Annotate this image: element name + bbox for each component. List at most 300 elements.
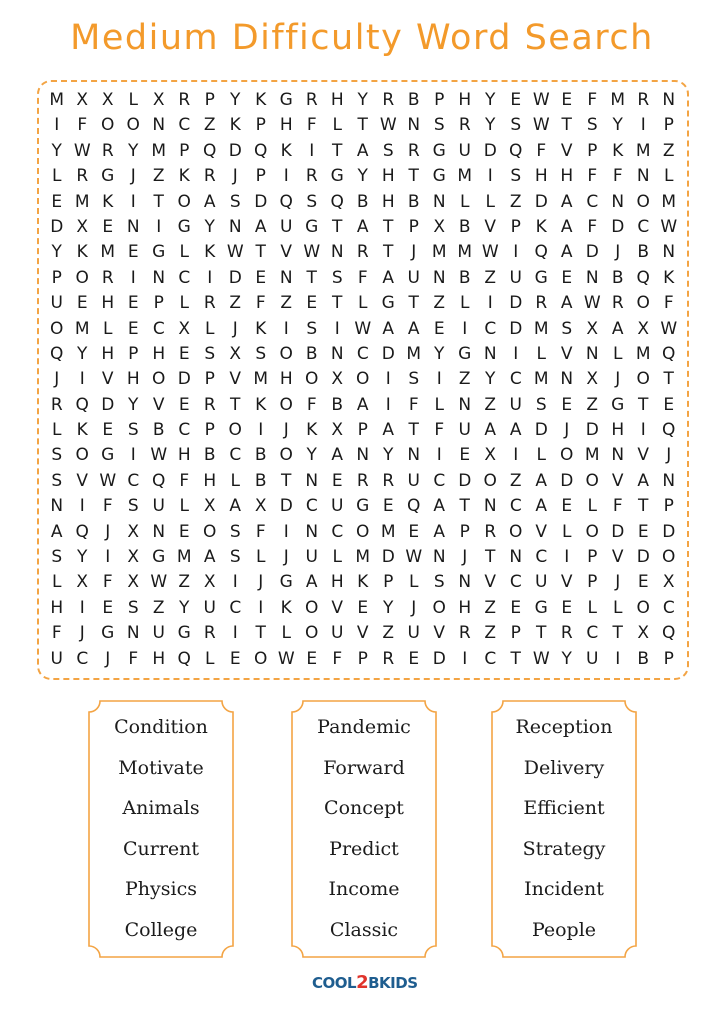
- grid-letter: N: [509, 547, 523, 568]
- grid-letter: O: [662, 547, 676, 568]
- grid-letter: F: [536, 140, 547, 161]
- grid-letter: M: [635, 140, 651, 161]
- grid-letter: D: [228, 267, 242, 288]
- grid-letter: N: [279, 267, 293, 288]
- grid-letter: X: [484, 445, 497, 466]
- grid-letter: O: [585, 470, 599, 491]
- grid-letter: Q: [407, 496, 421, 517]
- grid-letter: A: [560, 216, 573, 237]
- grid-letter: C: [178, 420, 191, 441]
- grid-letter: K: [280, 597, 292, 618]
- grid-letter: E: [561, 90, 573, 110]
- grid-letter: J: [462, 547, 468, 568]
- grid-letter: M: [74, 318, 90, 339]
- grid-letter: J: [411, 597, 417, 618]
- grid-letter: D: [228, 140, 242, 161]
- grid-letter: F: [128, 648, 139, 669]
- grid-letter: W: [303, 242, 321, 263]
- grid-letter: R: [637, 90, 650, 110]
- grid-letter: Y: [77, 343, 88, 364]
- grid-letter: I: [436, 445, 442, 466]
- grid-letter: N: [432, 547, 446, 568]
- grid-letter: B: [152, 420, 165, 441]
- grid-letter: M: [610, 90, 626, 110]
- grid-letter: E: [127, 242, 139, 263]
- grid-letter: X: [178, 318, 191, 339]
- grid-letter: N: [152, 521, 166, 542]
- grid-letter: S: [127, 496, 139, 517]
- grid-letter: B: [407, 191, 420, 212]
- grid-letter: A: [535, 470, 548, 491]
- word-item: Concept: [324, 797, 404, 819]
- grid-letter: O: [254, 648, 268, 669]
- grid-letter: V: [356, 623, 369, 644]
- grid-letter: E: [382, 496, 394, 517]
- grid-letter: T: [332, 140, 343, 161]
- grid-letter: P: [408, 216, 419, 237]
- grid-letter: U: [586, 648, 599, 669]
- grid-letter: H: [330, 90, 344, 110]
- grid-letter: D: [50, 216, 64, 237]
- grid-letter: N: [228, 216, 242, 237]
- grid-letter: T: [459, 496, 470, 517]
- grid-letter: X: [637, 318, 650, 339]
- grid-letter: F: [587, 216, 598, 237]
- grid-letter: J: [258, 572, 264, 593]
- grid-letter: J: [232, 166, 238, 187]
- grid-letter: I: [385, 394, 391, 415]
- grid-letter: H: [177, 445, 191, 466]
- grid-letter: T: [612, 623, 623, 644]
- grid-letter: C: [229, 597, 242, 618]
- grid-letter: E: [561, 597, 573, 618]
- word-item: Classic: [329, 918, 399, 941]
- word-item: Forward: [323, 756, 405, 779]
- grid-letter: O: [432, 597, 446, 618]
- grid-letter: Z: [484, 394, 497, 415]
- grid-letter: I: [640, 115, 646, 136]
- grid-letter: I: [487, 166, 493, 187]
- grid-letter: I: [640, 420, 646, 441]
- grid-letter: N: [636, 166, 650, 187]
- grid-letter: J: [615, 242, 621, 263]
- grid-letter: W: [99, 470, 117, 491]
- word-item: College: [124, 918, 198, 941]
- grid-letter: F: [612, 496, 623, 517]
- grid-letter: E: [510, 90, 522, 110]
- grid-letter: Q: [662, 420, 676, 441]
- grid-letter: S: [382, 140, 394, 161]
- grid-letter: Z: [382, 623, 395, 644]
- grid-letter: X: [76, 572, 89, 593]
- grid-letter: A: [433, 496, 446, 517]
- grid-letter: I: [385, 369, 391, 390]
- grid-letter: X: [229, 343, 242, 364]
- grid-letter: I: [283, 521, 289, 542]
- grid-letter: D: [509, 293, 523, 314]
- grid-letter: P: [510, 216, 521, 237]
- grid-letter: X: [76, 216, 89, 237]
- word-item: Condition: [114, 716, 208, 738]
- grid-letter: M: [380, 521, 396, 542]
- grid-letter: P: [204, 369, 215, 390]
- grid-letter: T: [510, 648, 521, 669]
- grid-letter: Y: [485, 90, 496, 110]
- grid-letter: C: [127, 470, 140, 491]
- grid-letter: B: [203, 445, 216, 466]
- grid-letter: X: [254, 496, 267, 517]
- grid-letter: U: [407, 470, 420, 491]
- grid-letter: F: [612, 166, 623, 187]
- grid-letter: Y: [485, 115, 496, 136]
- grid-letter: F: [77, 115, 88, 136]
- grid-letter: P: [663, 496, 674, 517]
- grid-letter: P: [179, 140, 190, 161]
- word-item: Incident: [524, 878, 604, 900]
- grid-letter: N: [432, 191, 446, 212]
- grid-letter: B: [458, 216, 471, 237]
- grid-letter: T: [255, 242, 266, 263]
- grid-letter: L: [52, 420, 62, 441]
- grid-letter: R: [382, 470, 395, 491]
- grid-letter: W: [405, 547, 423, 568]
- grid-letter: I: [462, 318, 468, 339]
- grid-letter: O: [75, 445, 89, 466]
- grid-letter: E: [127, 293, 139, 314]
- grid-letter: L: [179, 496, 189, 517]
- grid-letter: P: [434, 90, 445, 110]
- grid-letter: K: [255, 318, 267, 339]
- grid-letter: O: [636, 191, 650, 212]
- grid-letter: J: [283, 547, 289, 568]
- grid-letter: Z: [484, 267, 497, 288]
- grid-letter: N: [152, 267, 166, 288]
- grid-letter: R: [484, 521, 497, 542]
- grid-letter: E: [51, 191, 63, 212]
- grid-letter: L: [281, 623, 291, 644]
- grid-letter: D: [101, 394, 115, 415]
- grid-letter: E: [408, 521, 420, 542]
- grid-letter: S: [510, 115, 522, 136]
- grid-letter: V: [560, 572, 573, 593]
- grid-letter: U: [203, 597, 216, 618]
- grid-letter: N: [483, 496, 497, 517]
- grid-letter: H: [381, 191, 395, 212]
- grid-letter: C: [509, 369, 522, 390]
- grid-letter: G: [101, 166, 115, 187]
- grid-letter: P: [587, 572, 598, 593]
- grid-letter: U: [152, 623, 165, 644]
- grid-letter: D: [662, 521, 676, 542]
- grid-letter: V: [280, 242, 293, 263]
- grid-letter: D: [636, 547, 650, 568]
- grid-letter: P: [357, 648, 368, 669]
- grid-letter: L: [664, 166, 674, 187]
- grid-letter: T: [153, 191, 164, 212]
- grid-letter: U: [407, 623, 420, 644]
- grid-letter: E: [561, 394, 573, 415]
- grid-letter: J: [105, 648, 111, 669]
- grid-letter: L: [536, 445, 546, 466]
- grid-letter: G: [458, 343, 472, 364]
- grid-letter: O: [177, 191, 191, 212]
- grid-letter: A: [382, 420, 395, 441]
- grid-letter: Y: [306, 445, 317, 466]
- grid-letter: C: [433, 470, 446, 491]
- grid-letter: L: [613, 343, 623, 364]
- grid-letter: E: [102, 216, 114, 237]
- grid-letter: P: [459, 521, 470, 542]
- grid-letter: Z: [152, 597, 165, 618]
- grid-letter: I: [130, 191, 136, 212]
- grid-letter: T: [536, 623, 547, 644]
- grid-letter: V: [433, 623, 446, 644]
- grid-letter: N: [458, 572, 472, 593]
- grid-letter: C: [305, 496, 318, 517]
- grid-letter: Y: [51, 242, 62, 263]
- grid-letter: G: [534, 597, 548, 618]
- grid-letter: E: [637, 572, 649, 593]
- grid-letter: L: [460, 293, 470, 314]
- grid-letter: O: [279, 394, 293, 415]
- grid-letter: O: [126, 115, 140, 136]
- grid-letter: A: [203, 191, 216, 212]
- grid-letter: B: [611, 267, 624, 288]
- word-item: Current: [122, 837, 200, 860]
- grid-letter: H: [611, 420, 625, 441]
- grid-letter: Y: [612, 115, 623, 136]
- grid-letter: R: [458, 115, 471, 136]
- grid-letter: G: [534, 267, 548, 288]
- grid-letter: R: [203, 394, 216, 415]
- grid-letter: R: [203, 166, 216, 187]
- grid-letter: N: [330, 343, 344, 364]
- grid-letter: K: [204, 242, 216, 263]
- grid-letter: R: [305, 90, 318, 110]
- grid-letter: E: [637, 521, 649, 542]
- grid-letter: X: [152, 90, 165, 110]
- grid-letter: O: [50, 318, 64, 339]
- grid-letter: Z: [509, 470, 522, 491]
- grid-letter: N: [483, 343, 497, 364]
- grid-letter: G: [152, 547, 166, 568]
- grid-letter: L: [256, 547, 266, 568]
- grid-letter: W: [660, 216, 678, 237]
- grid-letter: L: [179, 242, 189, 263]
- grid-letter: Y: [128, 140, 139, 161]
- grid-letter: F: [102, 496, 113, 517]
- grid-letter: P: [255, 166, 266, 187]
- grid-letter: J: [615, 572, 621, 593]
- grid-letter: U: [305, 547, 318, 568]
- word-item: Pandemic: [317, 716, 411, 738]
- grid-letter: A: [254, 216, 267, 237]
- grid-letter: Z: [458, 369, 471, 390]
- grid-letter: N: [662, 470, 676, 491]
- grid-letter: R: [305, 166, 318, 187]
- grid-letter: S: [229, 521, 241, 542]
- grid-letter: O: [101, 115, 115, 136]
- grid-letter: Y: [77, 547, 88, 568]
- grid-letter: S: [229, 547, 241, 568]
- grid-letter: O: [585, 521, 599, 542]
- grid-letter: Z: [509, 191, 522, 212]
- grid-letter: U: [509, 394, 522, 415]
- grid-letter: A: [50, 521, 63, 542]
- grid-letter: I: [79, 496, 85, 517]
- grid-letter: O: [356, 521, 370, 542]
- grid-letter: T: [663, 369, 674, 390]
- grid-letter: P: [510, 623, 521, 644]
- grid-letter: L: [485, 191, 495, 212]
- grid-letter: P: [204, 90, 215, 110]
- grid-letter: H: [50, 597, 64, 618]
- grid-letter: C: [229, 445, 242, 466]
- grid-letter: F: [102, 572, 113, 593]
- grid-letter: Q: [75, 521, 89, 542]
- grid-letter: N: [458, 394, 472, 415]
- grid-letter: U: [458, 140, 471, 161]
- grid-letter: K: [102, 191, 114, 212]
- grid-letter: Y: [485, 369, 496, 390]
- grid-letter: K: [663, 267, 675, 288]
- word-item: Motivate: [118, 756, 204, 779]
- grid-letter: W: [354, 318, 372, 339]
- grid-letter: R: [203, 623, 216, 644]
- grid-letter: W: [150, 572, 168, 593]
- grid-letter: A: [356, 394, 369, 415]
- grid-letter: A: [611, 318, 624, 339]
- grid-letter: C: [586, 191, 599, 212]
- grid-letter: O: [305, 369, 319, 390]
- grid-letter: I: [283, 166, 289, 187]
- grid-letter: I: [258, 597, 264, 618]
- grid-letter: M: [661, 191, 677, 212]
- grid-letter: R: [407, 140, 420, 161]
- grid-letter: J: [666, 445, 672, 466]
- grid-letter: A: [433, 521, 446, 542]
- grid-letter: U: [331, 496, 344, 517]
- grid-letter: W: [583, 293, 601, 314]
- grid-letter: W: [226, 242, 244, 263]
- grid-letter: A: [509, 420, 522, 441]
- grid-letter: X: [203, 496, 216, 517]
- grid-letter: D: [611, 216, 625, 237]
- grid-letter: V: [331, 597, 344, 618]
- grid-letter: Z: [484, 597, 497, 618]
- grid-letter: G: [101, 623, 115, 644]
- grid-letter: O: [560, 445, 574, 466]
- grid-letter: G: [279, 572, 293, 593]
- grid-letter: Q: [50, 343, 64, 364]
- grid-letter: O: [228, 420, 242, 441]
- grid-letter: C: [535, 547, 548, 568]
- grid-letter: H: [534, 166, 548, 187]
- grid-letter: H: [458, 90, 472, 110]
- grid-letter: X: [127, 572, 140, 593]
- grid-letter: M: [635, 343, 651, 364]
- grid-letter: Y: [434, 343, 445, 364]
- grid-letter: E: [663, 394, 675, 415]
- grid-letter: O: [636, 369, 650, 390]
- grid-letter: Z: [662, 140, 675, 161]
- grid-letter: E: [255, 267, 267, 288]
- grid-letter: D: [509, 318, 523, 339]
- grid-letter: O: [483, 470, 497, 491]
- grid-letter: Z: [203, 115, 216, 136]
- word-list-2: [291, 700, 437, 958]
- grid-letter: L: [128, 90, 138, 110]
- grid-letter: P: [663, 648, 674, 669]
- grid-letter: H: [152, 343, 166, 364]
- grid-letter: D: [177, 369, 191, 390]
- grid-letter: I: [258, 420, 264, 441]
- grid-letter: J: [54, 369, 60, 390]
- grid-letter: Q: [203, 140, 217, 161]
- grid-letter: U: [152, 496, 165, 517]
- grid-letter: E: [76, 293, 88, 314]
- grid-letter: O: [356, 369, 370, 390]
- grid-letter: G: [101, 445, 115, 466]
- grid-letter: B: [305, 343, 318, 364]
- grid-letter: D: [458, 470, 472, 491]
- grid-letter: T: [408, 293, 419, 314]
- grid-letter: I: [513, 445, 519, 466]
- grid-letter: S: [127, 597, 139, 618]
- grid-letter: K: [255, 394, 267, 415]
- grid-letter: Q: [509, 140, 523, 161]
- grid-letter: I: [130, 267, 136, 288]
- grid-letter: L: [613, 597, 623, 618]
- grid-letter: Y: [383, 445, 394, 466]
- word-item: Efficient: [523, 797, 605, 819]
- grid-letter: C: [76, 648, 89, 669]
- grid-letter: R: [101, 267, 114, 288]
- grid-letter: P: [204, 420, 215, 441]
- grid-letter: Q: [279, 191, 293, 212]
- word-item: Income: [328, 878, 400, 900]
- grid-letter: A: [356, 140, 369, 161]
- grid-letter: Z: [433, 293, 446, 314]
- grid-letter: Q: [75, 394, 89, 415]
- grid-letter: M: [253, 369, 269, 390]
- grid-letter: O: [305, 623, 319, 644]
- grid-letter: S: [408, 369, 420, 390]
- grid-letter: H: [279, 369, 293, 390]
- grid-letter: D: [254, 191, 268, 212]
- grid-letter: Q: [662, 343, 676, 364]
- grid-letter: N: [662, 90, 676, 110]
- grid-letter: E: [102, 597, 114, 618]
- grid-letter: N: [560, 369, 574, 390]
- brand-logo: [312, 972, 418, 993]
- grid-letter: N: [305, 470, 319, 491]
- grid-letter: P: [51, 267, 62, 288]
- grid-letter: C: [509, 496, 522, 517]
- letter-grid: [44, 88, 682, 672]
- word-item: Predict: [329, 837, 399, 860]
- word-item: Animals: [122, 797, 200, 819]
- grid-letter: L: [460, 191, 470, 212]
- grid-letter: X: [127, 521, 140, 542]
- grid-letter: S: [255, 343, 267, 364]
- grid-letter: M: [355, 547, 371, 568]
- grid-letter: R: [560, 623, 573, 644]
- grid-letter: U: [50, 648, 63, 669]
- grid-letter: J: [232, 318, 238, 339]
- grid-letter: I: [156, 216, 162, 237]
- grid-letter: K: [357, 572, 369, 593]
